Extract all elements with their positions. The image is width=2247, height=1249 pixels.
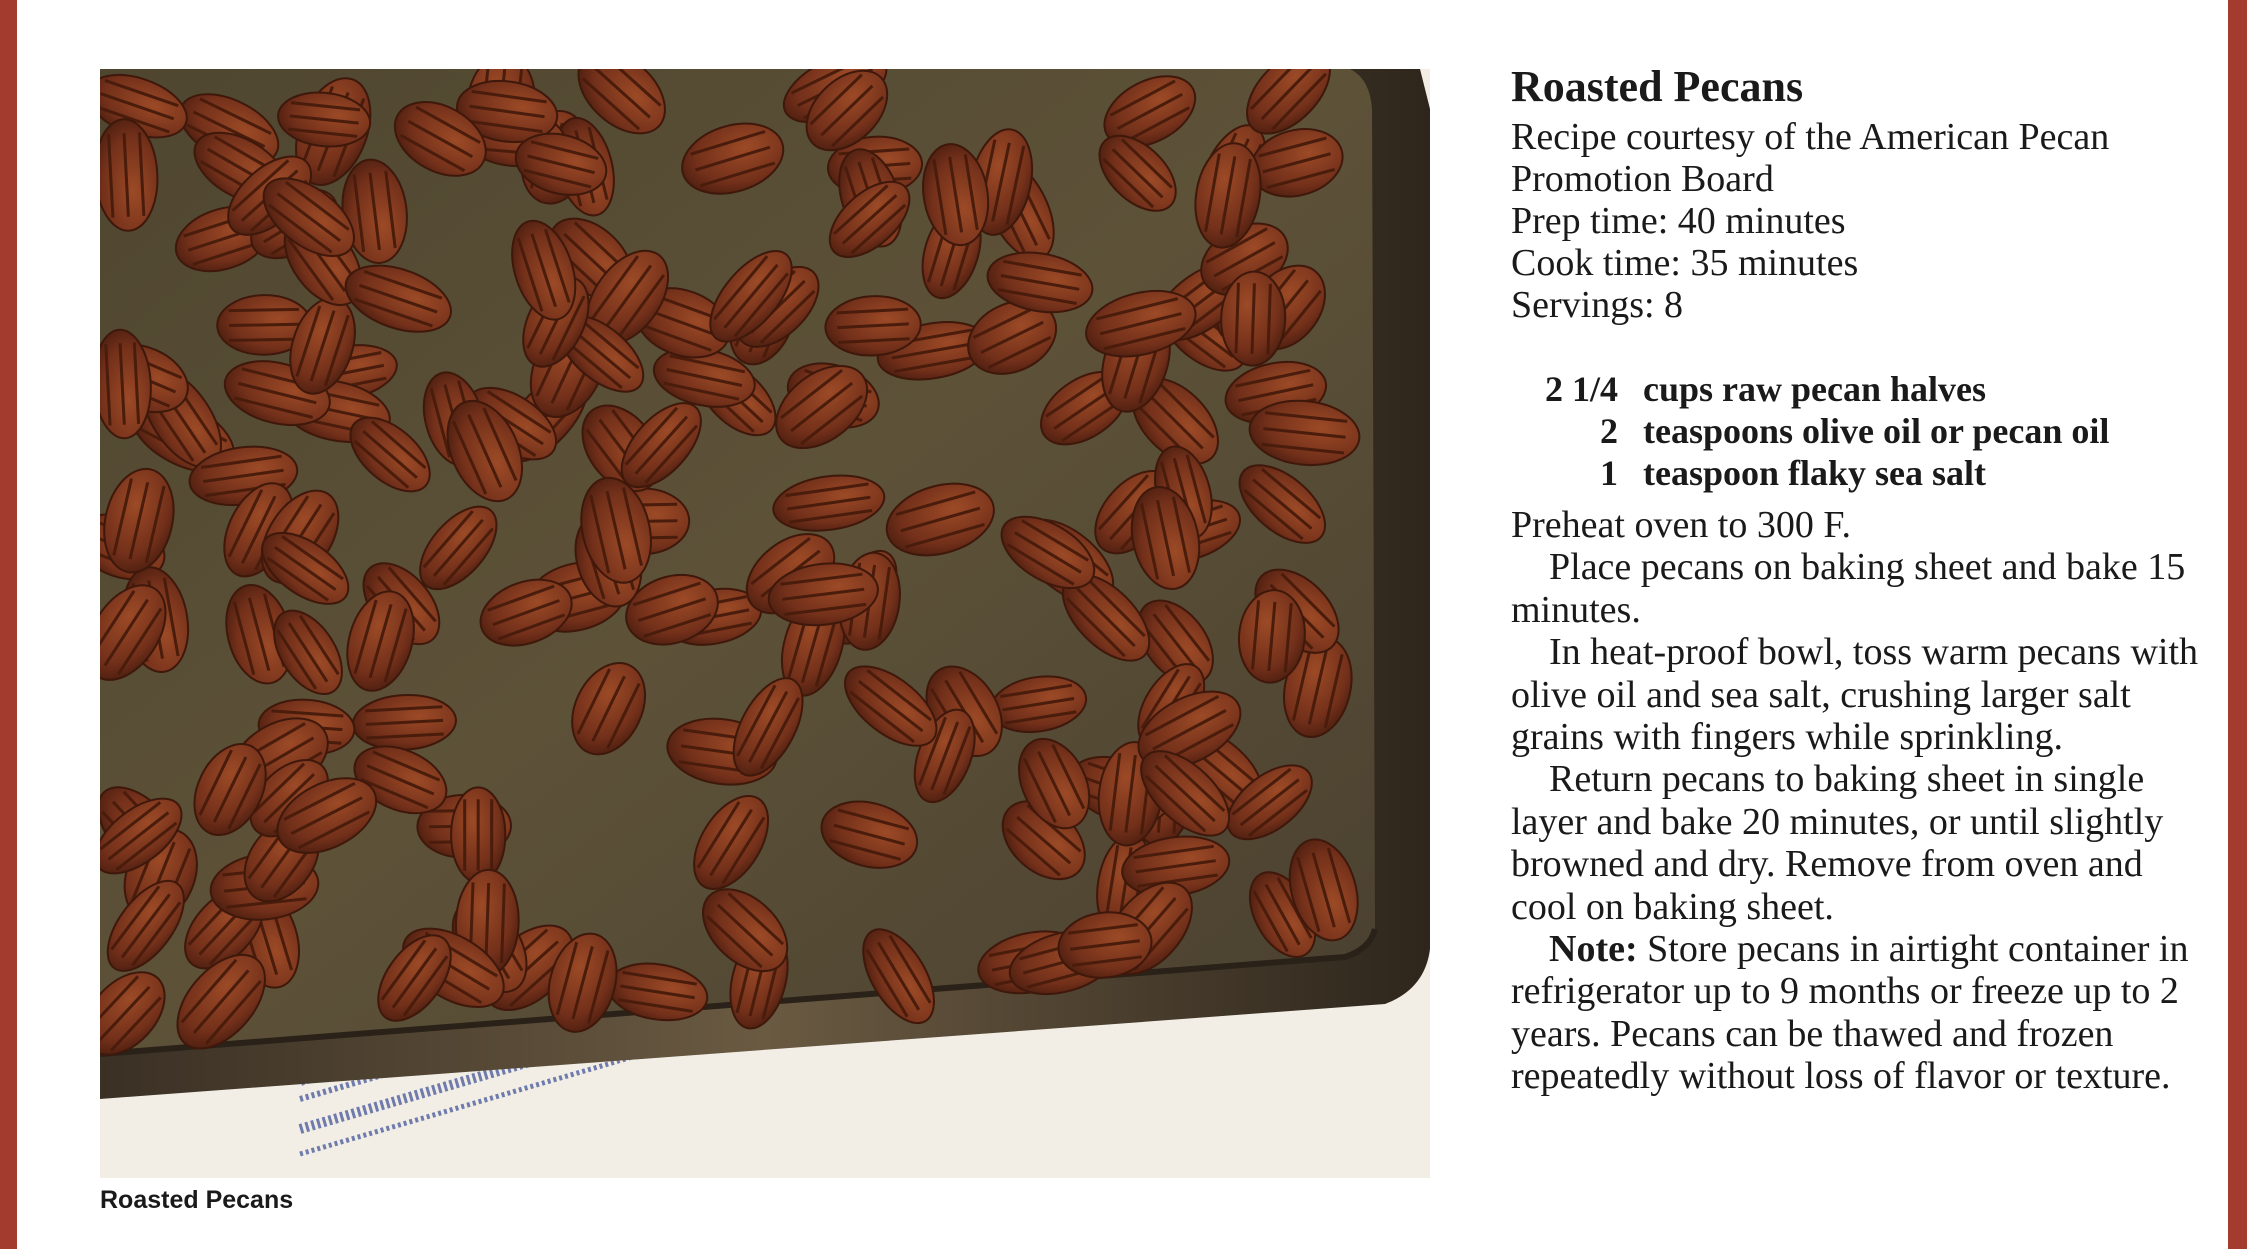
recipe-title: Roasted Pecans bbox=[1511, 62, 1804, 111]
step-bake: Place pecans on baking sheet and bake 15 minutes. bbox=[1511, 546, 2186, 631]
pecan-half bbox=[451, 787, 505, 882]
pecans-photo bbox=[100, 69, 1430, 1178]
recipe-credit-line-2: Promotion Board bbox=[1511, 158, 1774, 200]
recipe-credit-line-1: Recipe courtesy of the American Pecan bbox=[1511, 116, 2110, 158]
recipe-page bbox=[17, 0, 2228, 1249]
ingredient-item bbox=[1511, 452, 2211, 494]
note-text: Store pecans in airtight container in refrigerator up to 9 months or freeze up to 2 years. Pecans can be thawed and frozen repeatedly without loss of flavor or texture. bbox=[1511, 928, 2189, 1098]
note-label: Note: bbox=[1549, 928, 1638, 971]
storage-note bbox=[1511, 928, 2211, 1098]
cook-time: Cook time: 35 minutes bbox=[1511, 242, 1859, 284]
ingredient-item bbox=[1511, 410, 2211, 452]
ingredient-qty: 2 1/4 bbox=[1544, 369, 1618, 409]
recipe-text bbox=[1511, 58, 2211, 1098]
ingredient-name: teaspoons olive oil or pecan oil bbox=[1643, 411, 2110, 451]
step-return: Return pecans to baking sheet in single layer and bake 20 minutes, or until slightly browned and dry. Remove from oven and cool on baking sheet. bbox=[1511, 758, 2164, 928]
step-toss: In heat-proof bowl, toss warm pecans with olive oil and sea salt, crushing larger salt grains with fingers while sprinkling. bbox=[1511, 631, 2199, 759]
ingredient-name: teaspoon flaky sea salt bbox=[1643, 453, 1987, 493]
instructions bbox=[1511, 504, 2211, 1098]
ingredient-list bbox=[1511, 368, 2211, 494]
prep-time: Prep time: 40 minutes bbox=[1511, 200, 1846, 242]
ingredient-qty: 2 bbox=[1600, 411, 1618, 451]
ingredient-item bbox=[1511, 368, 2211, 410]
servings: Servings: 8 bbox=[1511, 284, 1684, 326]
pecans-photo-illustration bbox=[100, 69, 1430, 1178]
ingredient-name: cups raw pecan halves bbox=[1643, 369, 1987, 409]
ingredient-qty: 1 bbox=[1600, 453, 1618, 493]
photo-caption: Roasted Pecans bbox=[100, 1186, 294, 1214]
step-preheat: Preheat oven to 300 F. bbox=[1511, 504, 1851, 546]
